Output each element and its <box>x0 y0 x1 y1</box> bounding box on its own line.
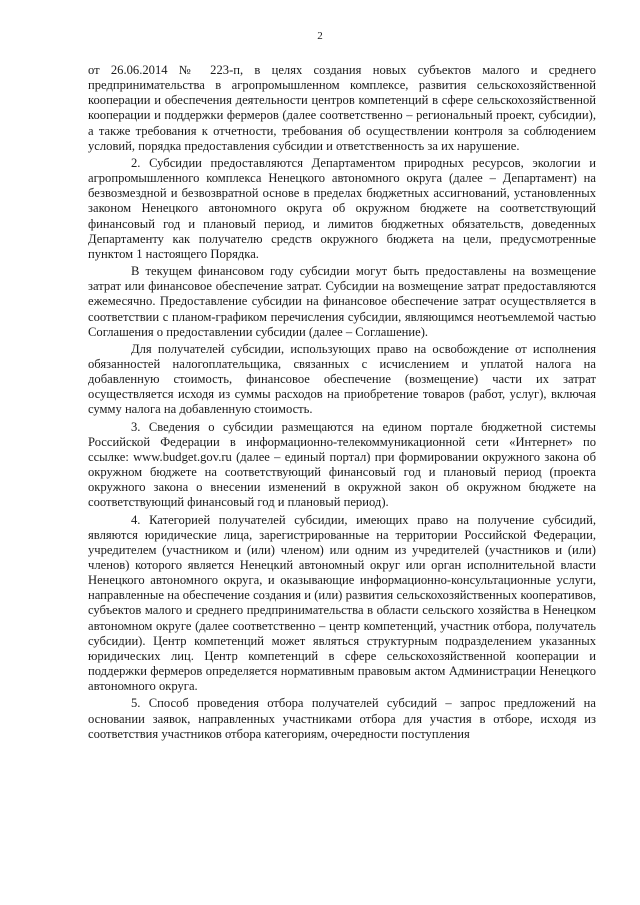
paragraph: 3. Сведения о субсидии размещаются на едином портале бюджетной системы Российской Федерации в информационно-телекоммуникационной сети «Интернет» по ссылке: www.budget.gov.ru (далее – единый портал) при формировании окружного закона об окружном бюджете на соответствующий финансовый год и плановый период (проекта окружного закона о внесении изменений в окружной закон об окружном бюджете на соответствующий финансовый год и плановый период). <box>88 419 596 510</box>
paragraph: 5. Способ проведения отбора получателей субсидий – запрос предложений на основании заявок, направленных участниками отбора для участия в отборе, исходя из соответствия участников отбора категориям, очередности поступления <box>88 696 596 741</box>
paragraph: 2. Субсидии предоставляются Департаментом природных ресурсов, экологии и агропромышленного комплекса Ненецкого автономного округа (далее – Департамент) на безвозмездной и безвозвратной основе в пределах бюджетных ассигнований, установленных законом Ненецкого автономного округа об окружном бюджете на соответствующий финансовый год и плановый период, и лимитов бюджетных обязательств, доведенных Департаменту как получателю средств окружного бюджета на цели, предусмотренные пунктом 1 настоящего Порядка. <box>88 155 596 261</box>
paragraph: В текущем финансовом году субсидии могут быть предоставлены на возмещение затрат или финансовое обеспечение затрат. Субсидии на возмещение затрат предоставляются ежемесячно. Предоставление субсидии на финансовое обеспечение затрат осуществляется в соответствии с планом-графиком перечисления субсидии, являющимся неотъемлемой частью Соглашения о предоставлении субсидии (далее – Соглашение). <box>88 264 596 339</box>
paragraph: Для получателей субсидии, использующих право на освобождение от исполнения обязанностей налогоплательщика, связанных с исчислением и уплатой налога на добавленную стоимость, финансовое обеспечение (возмещение) части их затрат осуществляется исходя из суммы расходов на приобретение товаров (работ, услуг), включая сумму налога на добавленную стоимость. <box>88 341 596 417</box>
paragraph: от 26.06.2014 № 223-п, в целях создания новых субъектов малого и среднего предпринимательства в агропромышленном комплексе, развития сельскохозяйственной кооперации и обеспечения деятельности центров компетенций в сфере сельскохозяйственной кооперации и поддержки фермеров (далее соответственно – региональный проект, субсидии), а также требования к отчетности, требования об осуществлении контроля за соблюдением условий, порядка предоставления субсидии и ответственность за их нарушение. <box>88 63 596 153</box>
document-body <box>88 63 596 744</box>
paragraph: 4. Категорией получателей субсидии, имеющих право на получение субсидий, являются юридические лица, зарегистрированные на территории Российской Федерации, учредителем (участником и (или) членом) или одним из учредителей (участников и (или) членов) которого является Ненецкий автономный округ или орган исполнительной власти Ненецкого автономного округа, и оказывающие информационно-консультационные услуги, направленные на обеспечение создания и (или) развития сельскохозяйственных кооперативов, субъектов малого и среднего предпринимательства в области сельского хозяйства в Ненецком автономном округе (далее соответственно – центр компетенций, участник отбора, получатель субсидии). Центр компетенций может являться структурным подразделением указанных юридических лиц. Центр компетенций в сфере сельскохозяйственной кооперации и поддержки фермеров определяется нормативным правовым актом Администрации Ненецкого автономного округа. <box>88 512 596 694</box>
page-number: 2 <box>317 30 323 42</box>
